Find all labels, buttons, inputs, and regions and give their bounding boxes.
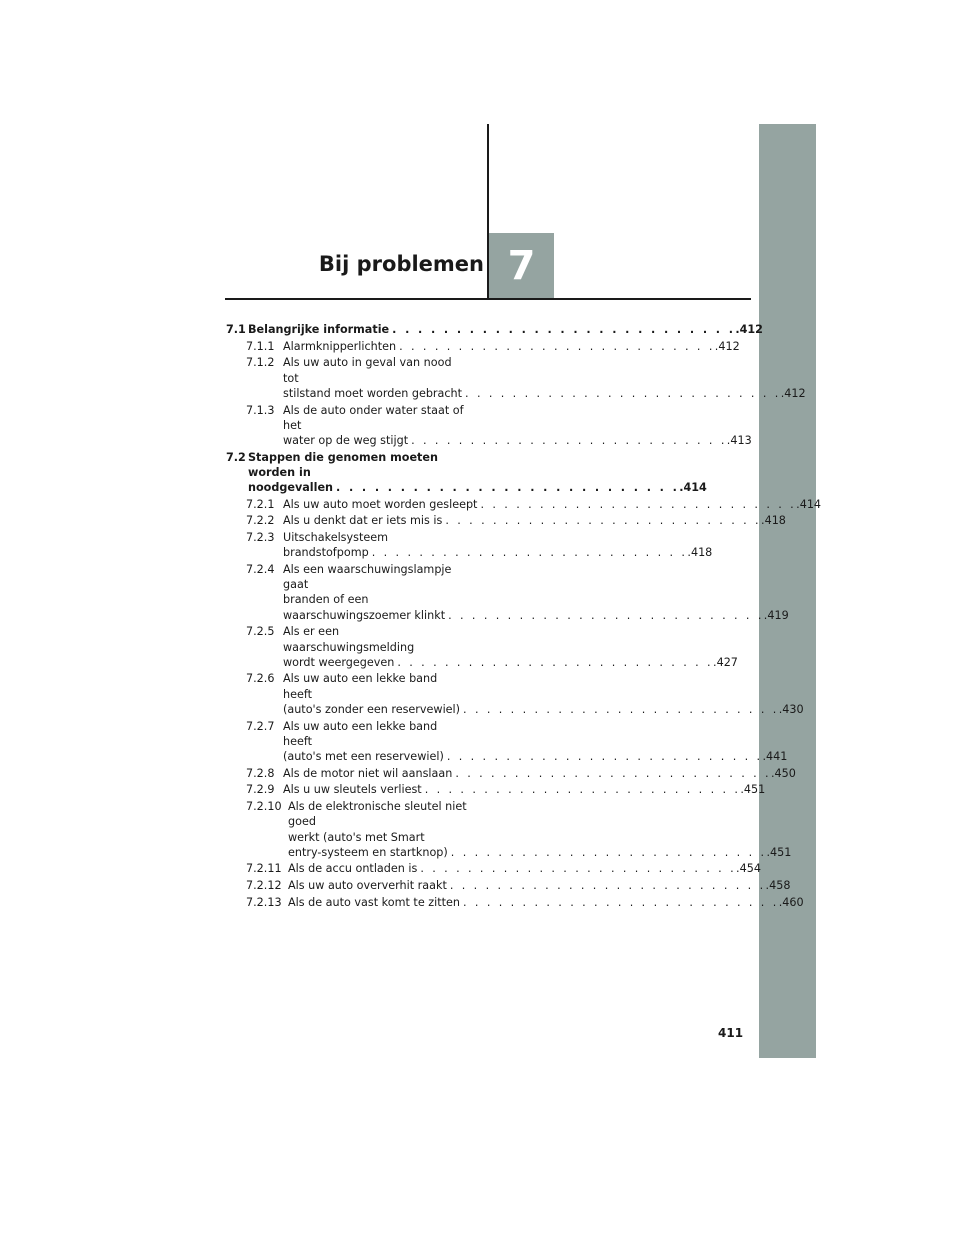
toc-entry-line [288,830,468,845]
toc-subsection[interactable] [226,799,792,860]
toc-page-number: .412 [735,323,763,336]
toc-entry-title: Als uw auto in geval van nood tot [283,356,452,385]
toc-entry-title: Als de elektronische sleutel niet goed [288,800,467,829]
toc-dot-leader: . . . . . . . . . . . . . . . . . . . . . . . . . . . [463,895,779,909]
toc-entry-title: noodgevallen [248,481,334,495]
chapter-number-box [489,233,554,298]
toc-dot-leader: . . . . . . . . . . . . . . . . . . . . . . . . . . . [399,339,715,353]
toc-entry-title: Als de auto onder water staat of het [283,403,464,432]
chapter-number: 7 [507,242,536,289]
toc-entry-line [283,592,468,607]
toc-page-number: .419 [763,608,789,622]
toc-entry-title: Als er een waarschuwingsmelding [283,625,415,654]
toc-entry-line [283,749,788,764]
toc-entry-line [283,497,822,512]
toc-entry-number: 7.2.12 [246,879,282,893]
toc-dot-leader: . . . . . . . . . . . . . . . . . . . . . . . . . . . [450,845,767,859]
toc-subsection[interactable] [226,513,786,528]
toc-entry-number: 7.2.9 [246,783,275,797]
toc-entry-line [288,845,792,860]
toc-dot-leader: . . . . . . . . . . . . . . . . . . . . . . . . . . . [448,608,764,622]
toc-entry-body [283,355,806,401]
toc-page-number: .454 [736,862,761,876]
toc-entry-line [283,339,740,354]
toc-entry-line [248,480,707,495]
toc-entry-number: 7.2.8 [246,766,275,780]
toc-page-number: .427 [713,655,738,669]
toc-entry-body [283,403,752,449]
toc-entry-line [283,530,468,545]
toc-page-number: .451 [740,783,766,797]
toc-entry-line [288,861,761,876]
toc-page-number: .460 [778,895,804,909]
toc-section[interactable] [226,450,707,496]
toc-subsection[interactable] [226,766,796,781]
toc-entry-number: 7.1.1 [246,339,275,353]
toc-entry-body [283,671,804,717]
toc-dot-leader: . . . . . . . . . . . . . . . . . . . . . . . . . . . [336,481,680,495]
toc-page-number: .414 [796,497,822,511]
toc-entry-title: water op de weg stijgt [283,433,409,447]
toc-entry-number: 7.2.2 [246,514,275,528]
chapter-side-tab [759,124,816,1058]
toc-entry-body [283,624,738,670]
toc-entry-line [283,386,806,401]
toc-page-number: .430 [778,702,804,716]
toc-entry-number: 7.2.3 [246,531,275,545]
toc-entry-number: 7.2.10 [246,800,282,814]
toc-entry-number: 7.2.7 [246,719,275,733]
toc-entry-line [283,671,468,701]
toc-entry-number: 7.1.3 [246,403,275,417]
chapter-divider-horizontal [225,298,751,300]
toc-entry-line [248,450,468,480]
toc-entry-number: 7.2.6 [246,672,275,686]
toc-subsection[interactable] [226,339,740,354]
toc-subsection[interactable] [226,878,791,893]
toc-subsection[interactable] [226,624,738,670]
toc-entry-title: Als uw auto een lekke band heeft [283,719,438,748]
toc-entry-line [283,655,738,670]
toc-entry-title: Als de auto vast komt te zitten [288,895,460,909]
toc-entry-body [288,878,791,893]
toc-dot-leader: . . . . . . . . . . . . . . . . . . . . . . . . . . . [480,497,797,511]
toc-entry-title: Uitschakelsysteem [283,531,389,545]
toc-subsection[interactable] [226,782,766,797]
toc-entry-title: Als uw auto een lekke band heeft [283,672,438,701]
toc-dot-leader: . . . . . . . . . . . . . . . . . . . . . . . . . . . [446,749,763,763]
toc-entry-body [283,766,796,781]
toc-entry-body [248,322,763,337]
toc-subsection[interactable] [226,895,804,910]
toc-entry-line [248,322,763,337]
toc-subsection[interactable] [226,497,822,512]
toc-entry-title: stilstand moet worden gebracht [283,386,463,400]
toc-entry-title: branden of een [283,593,369,607]
toc-entry-title: Belangrijke informatie [248,323,390,336]
toc-entry-body [288,895,804,910]
toc-dot-leader: . . . . . . . . . . . . . . . . . . . . . . . . . . . [445,514,762,528]
toc-entry-number: 7.2.11 [246,862,282,876]
toc-entry-number: 7.2.4 [246,563,275,577]
toc-entry-title: Als een waarschuwingslampje gaat [283,563,452,592]
toc-page-number: .458 [765,879,791,893]
toc-entry-title: brandstofpomp [283,546,369,560]
toc-entry-number: 7.2 [226,450,246,464]
toc-entry-title: Als u uw sleutels verliest [283,783,422,797]
toc-entry-line [283,513,786,528]
toc-entry-line [283,719,468,749]
toc-entry-body [288,861,761,876]
toc-page-number: .413 [726,433,752,447]
toc-entry-body [248,450,707,496]
toc-entry-title: werkt (auto's met Smart [288,830,425,844]
toc-entry-body [283,562,789,623]
table-of-contents [226,322,822,912]
toc-entry-line [283,782,766,797]
toc-dot-leader: . . . . . . . . . . . . . . . . . . . . . . . . . . . [397,655,714,669]
toc-entry-line [283,562,468,592]
toc-dot-leader: . . . . . . . . . . . . . . . . . . . . . . . . . . . [455,766,771,780]
toc-entry-number: 7.2.13 [246,895,282,909]
toc-entry-line [283,766,796,781]
toc-page-number: .418 [761,514,786,528]
toc-dot-leader: . . . . . . . . . . . . . . . . . . . . . . . . . . . [463,702,779,716]
toc-entry-line [283,624,468,654]
toc-subsection[interactable] [226,671,804,717]
toc-entry-title: Als uw auto moet worden gesleept [283,497,478,511]
toc-entry-title: (auto's met een reservewiel) [283,749,444,763]
toc-entry-line [288,799,468,829]
toc-dot-leader: . . . . . . . . . . . . . . . . . . . . . . . . . . . [420,862,737,876]
toc-entry-body [288,799,792,860]
toc-subsection[interactable] [226,861,761,876]
toc-entry-line [283,608,789,623]
toc-entry-body [283,513,786,528]
toc-entry-title: Als de motor niet wil aanslaan [283,766,453,780]
toc-entry-number: 7.2.5 [246,625,275,639]
toc-entry-line [283,702,804,717]
toc-entry-body [283,719,788,765]
toc-entry-number: 7.2.1 [246,497,275,511]
toc-dot-leader: . . . . . . . . . . . . . . . . . . . . . . . . . . . [465,386,781,400]
toc-entry-line [288,878,791,893]
toc-entry-line [288,895,804,910]
toc-subsection[interactable] [226,403,752,449]
toc-page-number: .414 [679,481,707,495]
toc-entry-title: Als u denkt dat er iets mis is [283,514,443,528]
toc-dot-leader: . . . . . . . . . . . . . . . . . . . . . . . . . . . [449,879,766,893]
toc-page-number: .412 [714,339,740,353]
toc-entry-body [283,530,713,560]
toc-entry-line [283,545,713,560]
toc-dot-leader: . . . . . . . . . . . . . . . . . . . . . . . . . . . [392,323,736,336]
toc-entry-title: (auto's zonder een reservewiel) [283,702,461,716]
toc-subsection[interactable] [226,719,788,765]
toc-entry-number: 7.1.2 [246,356,275,370]
toc-dot-leader: . . . . . . . . . . . . . . . . . . . . . . . . . . . [371,546,688,560]
toc-dot-leader: . . . . . . . . . . . . . . . . . . . . . . . . . . . [411,433,727,447]
toc-entry-title: Stappen die genomen moeten worden in [248,450,438,479]
toc-entry-title: Als uw auto oververhit raakt [288,879,447,893]
toc-entry-title: Alarmknipperlichten [283,339,397,353]
toc-entry-line [283,355,468,385]
toc-page-number: .451 [766,845,792,859]
toc-entry-title: Als de accu ontladen is [288,862,418,876]
toc-entry-title: wordt weergegeven [283,655,395,669]
toc-entry-body [283,782,766,797]
toc-entry-number: 7.1 [226,323,246,336]
toc-entry-title: waarschuwingszoemer klinkt [283,608,446,622]
toc-page-number: .450 [771,766,796,780]
toc-subsection[interactable] [226,355,806,401]
toc-section[interactable] [226,322,763,337]
toc-page-number: .412 [780,386,806,400]
toc-entry-line [283,403,468,433]
chapter-title: Bij problemen [318,252,484,276]
page-number: 411 [718,1026,744,1040]
toc-entry-title: entry-systeem en startknop) [288,845,448,859]
toc-entry-body [283,497,822,512]
toc-page-number: .418 [687,546,713,560]
toc-subsection[interactable] [226,562,789,623]
toc-entry-body [283,339,740,354]
toc-entry-line [283,433,752,448]
toc-dot-leader: . . . . . . . . . . . . . . . . . . . . . . . . . . . [424,783,741,797]
toc-page-number: .441 [762,749,788,763]
toc-subsection[interactable] [226,530,713,560]
